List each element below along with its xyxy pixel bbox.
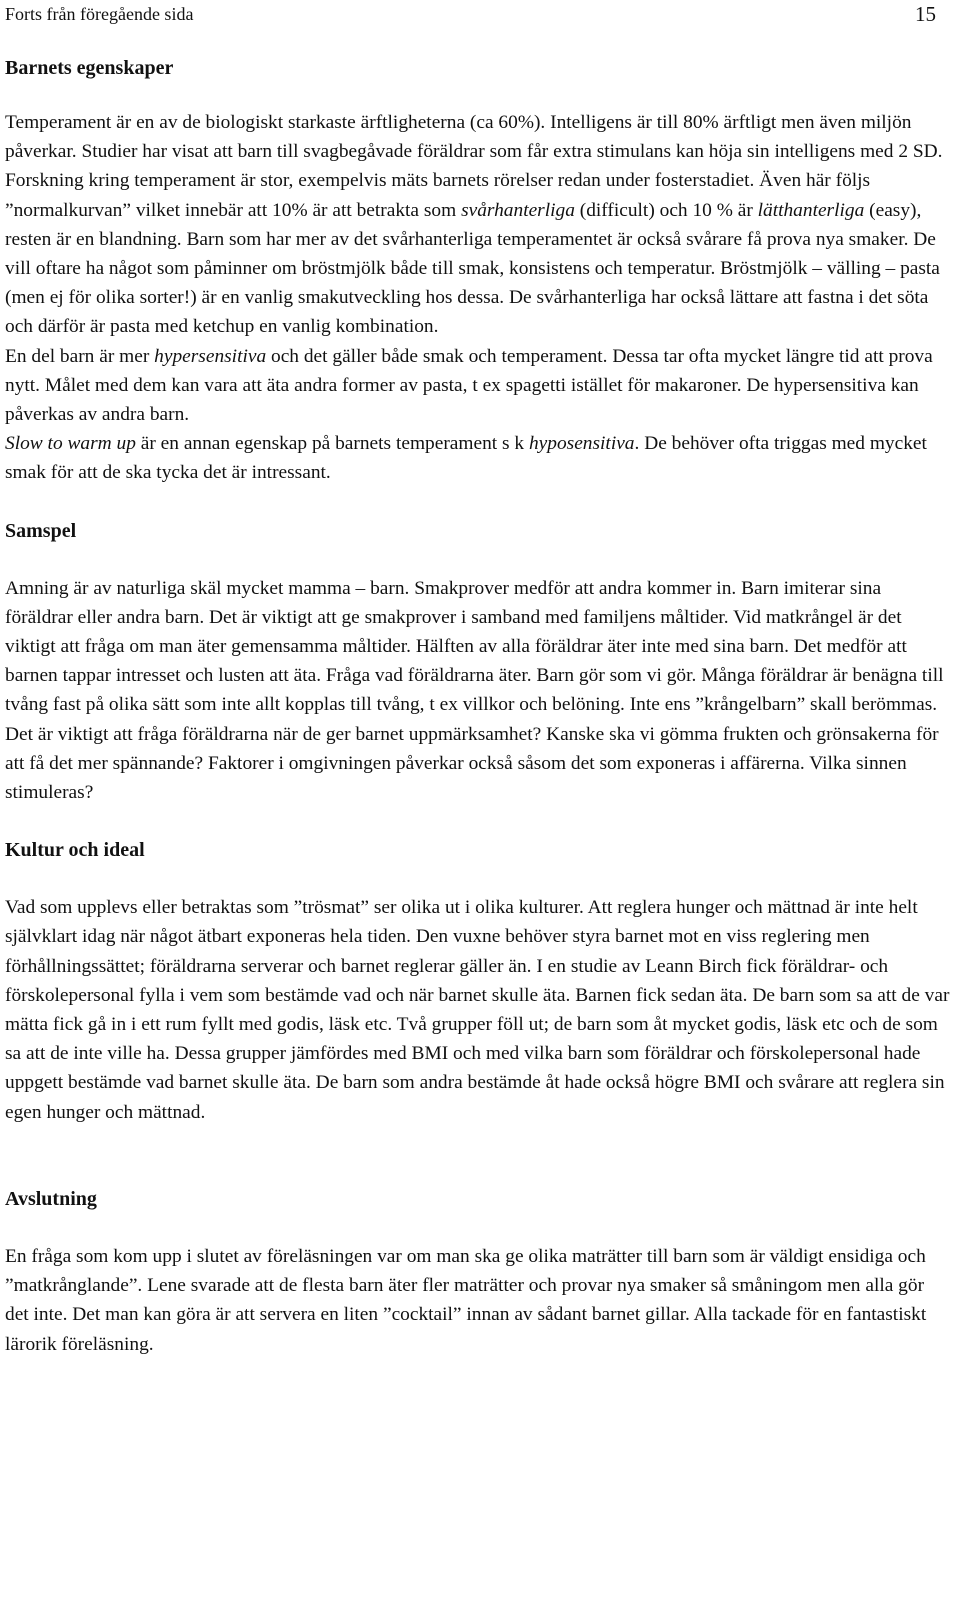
paragraph-hypersensitiva	[5, 342, 950, 430]
text-run: är en annan egenskap på barnets temperament s k	[135, 433, 529, 455]
section-heading-kultur-och-ideal: Kultur och ideal	[5, 839, 145, 862]
section-heading-samspel: Samspel	[5, 519, 77, 542]
section-heading-avslutning: Avslutning	[5, 1187, 97, 1210]
running-head: Forts från föregående sida	[5, 4, 194, 24]
text-run: (difficult) och 10 % är	[574, 199, 758, 221]
page-number: 15	[915, 2, 936, 26]
paragraph-slow-to-warm-up	[5, 429, 950, 487]
text-run: (easy), resten är en blandning. Barn som har mer av det svårhanterliga temperamentet är också svårare få prova nya smaker. De vill oftare ha något som påminner om bröstmjölk både till smak, konsistens och temperatur. Bröstmjölk – välling – pasta (men ej för olika sorter!) är en vanlig smakutveckling hos dessa. De svårhanterliga har också lättare att fastna i det söta och därför är pasta med ketchup en vanlig kombination.	[5, 199, 940, 338]
emphasis-term: lätthanterliga	[757, 199, 865, 221]
section-heading-barnets-egenskaper: Barnets egenskaper	[5, 57, 174, 79]
emphasis-term: hyposensitiva	[528, 433, 635, 455]
text-run: och det gäller både smak och temperament. Dessa tar ofta mycket längre tid att prova nytt. Målet med dem kan vara att äta andra former av pasta, t ex spagetti istället för makaroner. De hypersensitiva kan påverkas av andra barn.	[5, 345, 933, 426]
text-run: . De behöver ofta triggas med mycket smak för att de ska tycka det är intressant.	[5, 433, 927, 484]
text-run: Temperament är en av de biologiskt starkaste ärftligheterna (ca 60%). Intelligens är till 80% ärftligt men även miljön påverkar. Studier har visat att barn till svagbegåvade föräldrar som får extra stimulans kan höja sin intelligens med 2 SD. Forskning kring temperament är stor, exempelvis mäts barnets rörelser redan under fosterstadiet. Även här följs ”normalkurvan” vilket innebär att 10% är att betrakta som	[5, 112, 943, 221]
page-content	[5, 54, 950, 1359]
emphasis-term: hypersensitiva	[154, 345, 267, 367]
paragraph-samspel: Amning är av naturliga skäl mycket mamma – barn. Smakprover medför att andra kommer in. Barn imiterar sina föräldrar eller andra barn. Det är viktigt att ge smakprover i samband med familjens måltider. Vid matkrångel är det viktigt att fråga om man äter gemensamma måltider. Hälften av alla föräldrar äter inte med sina barn. Det medför att barnen tappar intresset och lusten att äta. Fråga vad föräldrarna äter. Barn gör som vi gör. Många föräldrar är benägna till tvång fast på olika sätt som inte allt kopplas till tvång, t ex villkor och belöning. Inte ens ”krångelbarn” skall berömmas. Det är viktigt att fråga föräldrarna när de ger barnet uppmärksamhet? Kanske ska vi gömma frukten och grönsakerna för att få det mer spännande? Faktorer i omgivningen påverkar också såsom det som exponeras i affärerna. Vilka sinnen stimuleras?	[5, 577, 944, 804]
paragraph-kultur-och-ideal: Vad som upplevs eller betraktas som ”trösmat” ser olika ut i olika kulturer. Att reglera hunger och mättnad är inte helt självklart idag när något ätbart exponeras hela tiden. Den vuxne behöver styra barnet mot en viss reglering men förhållningssättet; föräldrarna serverar och barnet reglerar gäller än. I en studie av Leann Birch fick föräldrar- och förskolepersonal fylla i vem som bestämde vad och när barnet skulle äta. Barnen fick sedan äta. De barn som sa att de var mätta fick gå in i ett rum fyllt med godis, läsk etc. Två grupper föll ut; de barn som åt mycket godis, läsk etc och de som sa att de inte ville ha. Dessa grupper jämfördes med BMI och med vilka barn som föräldrar och förskolepersonal hade uppgett bestämde vad barnet skulle äta. De barn som andra bestämde åt hade också högre BMI och svårare att reglera sin egen hunger och mättnad.	[5, 897, 950, 1123]
text-run: En del barn är mer	[5, 345, 155, 367]
paragraph-temperament	[5, 108, 950, 342]
emphasis-term: svårhanterliga	[461, 199, 575, 221]
paragraph-avslutning: En fråga som kom upp i slutet av föreläsningen var om man ska ge olika maträtter till barn som är väldigt ensidiga och ”matkrånglande”. Lene svarade att de flesta barn äter fler maträtter och provar nya smaker så småningom men alla gör det inte. Det man kan göra är att servera en liten ”cocktail” innan av sådant barnet gillar. Alla tackade för en fantastiskt lärorik föreläsning.	[5, 1245, 927, 1355]
emphasis-term: Slow to warm up	[5, 433, 136, 455]
